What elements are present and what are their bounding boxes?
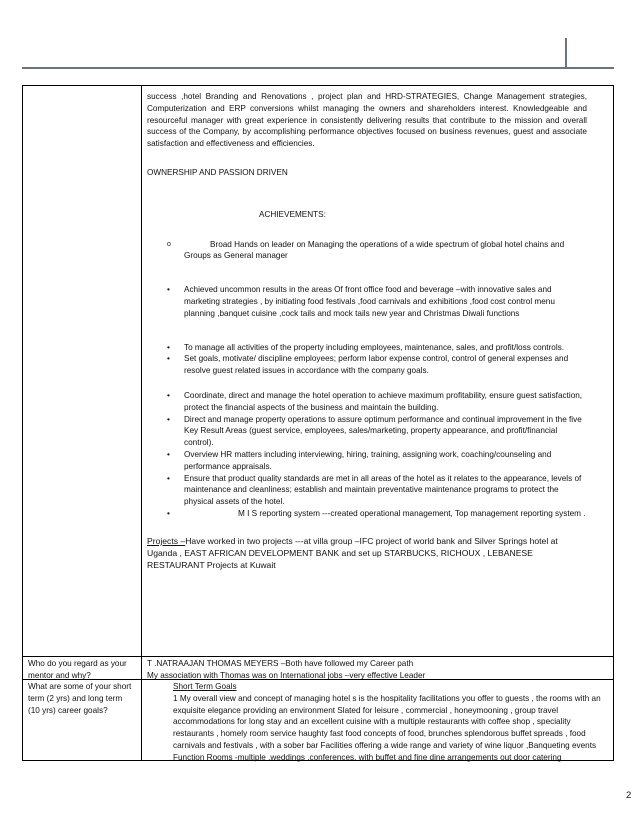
achievement-text: Achieved uncommon results in the areas Of front office food and beverage –with innovative sales and marketing strategies , by initiating food festivals ,food carnivals and exhibitions ,food cost control menu planning ,banquet cuisine ,cock tails and mock tails new year and Christmas Diwali functions: [184, 285, 555, 318]
list-item: [147, 508, 587, 520]
short-term-goals-title: Short Term Goals: [173, 682, 237, 691]
bullet-icon: •: [167, 449, 170, 459]
circle-bullet-icon: o: [167, 240, 171, 248]
bullet-icon: •: [167, 473, 170, 483]
list-item: [147, 353, 587, 377]
list-item: [147, 239, 587, 263]
list-item: [147, 284, 587, 319]
mentor-answer: [147, 658, 607, 682]
projects-label: Projects –: [147, 535, 186, 546]
row-divider-mentor: [23, 656, 613, 657]
projects-paragraph: [147, 535, 587, 572]
achievements-group-1: [147, 239, 587, 263]
achievement-text: Ensure that product quality standards are met in all areas of the hotel as it relates to the appearance, levels of maintenance and cleanliness; establish and maintain preventative maintenance programs to protect the physical assets of the hotel.: [184, 473, 582, 507]
achievement-text: of a wide spectrum of global hotel chains and Groups as General manager: [184, 239, 565, 261]
achievements-group-4: [147, 390, 587, 520]
achievement-text: Set goals, motivate/ discipline employees; perform labor expense control, control of general expenses and resolve guest related issues in accordance with the company goals.: [184, 354, 569, 376]
bullet-icon: •: [167, 342, 170, 352]
goals-question: What are some of your short term (2 yrs) and long term (10 yrs) career goals?: [28, 682, 132, 715]
mentor-answer-line-2: My association with Thomas was on International jobs –very effective Leader: [147, 670, 426, 680]
resume-table: [22, 85, 614, 761]
bullet-icon: •: [167, 390, 170, 400]
achievement-text: reporting system ---created operational management, Top management reporting system .: [259, 508, 586, 518]
achievement-text: Coordinate, direct and manage the hotel operation to achieve maximum profitability, ensure guest satisfaction, protect the financial aspects of the business and maintain the building.: [184, 390, 583, 412]
list-item: [147, 414, 587, 449]
header-rule: [22, 67, 614, 69]
column-divider: [141, 86, 142, 760]
achievements-group-2: [147, 284, 587, 319]
achievement-text: To manage all activities of the property including employees, maintenance, sales, and profit/loss controls.: [184, 342, 565, 352]
list-item: [147, 390, 587, 414]
list-item: [147, 342, 587, 354]
bullet-icon: •: [167, 414, 170, 424]
bullet-icon: •: [167, 354, 170, 364]
goals-answer: [147, 681, 607, 764]
bullet-icon: •: [167, 285, 170, 295]
projects-text: Have worked in two projects ---at villa group –IFC project of world bank and Silver Springs hotel at Uganda , EAST AFRICAN DEVELOPMENT BANK and set up STARBUCKS, RICHOUX , LEBANESE RESTAURANT Projects at Kuwait: [147, 535, 558, 571]
page-number: 2: [626, 790, 632, 801]
short-term-goals-text: 1 My overall view and concept of managing hotel s is the hospitality facilitations you offer to guests , the rooms with an exquisite elegance providing an environment Slated for leisure , commercial , honeymooning , group travel accommodations for long stay and an excellent cuisine with a multiple restaurants with coffee shop , speciality restaurants , homely room service haughty fast food concepts of food, brunches splendorous buffet spreads , food carnivals and festivals , with a sober bar Facilities offering a wide range and variety of wine liquor ,Banqueting events Function Rooms -multiple ,weddings ,conferences, with buffet and fine dine arrangements out door catering: [173, 693, 601, 762]
list-item: [147, 449, 587, 473]
achievement-lead: M I S: [238, 508, 258, 518]
main-section-cell: [147, 91, 587, 572]
intro-paragraph: success ,hotel Branding and Renovations , project plan and HRD-STRATEGIES, Change Management strategies, Computerization and ERP conversions whilst managing the owners and shareholders interest. Knowledgeable and resourceful manager with great experience in consistently delivering results that contribute to the mission and overall success of the Company, by accomplishing performance objectives focused on business revenues, guest and associate satisfaction and effectiveness and efficiencies.: [147, 92, 587, 149]
achievements-group-3: [147, 342, 587, 377]
mentor-answer-line-1: T .NATRAAJAN THOMAS MEYERS –Both have followed my Career path: [147, 659, 414, 668]
achievement-text: Overview HR matters including interviewing, hiring, training, assigning work, coaching/counseling and performance appraisals.: [184, 449, 552, 471]
mentor-question: Who do you regard as your mentor and why?: [28, 659, 127, 680]
ownership-heading: OWNERSHIP AND PASSION DRIVEN: [147, 167, 288, 177]
list-item: [147, 473, 587, 508]
achievements-heading: ACHIEVEMENTS:: [259, 209, 326, 219]
bullet-icon: •: [167, 508, 170, 518]
achievement-lead: Broad Hands on leader on Managing the operations: [210, 239, 398, 249]
header-vertical-rule: [565, 38, 567, 68]
achievement-text: Direct and manage property operations to assure optimum performance and continual improvement in the five Key Result Areas (guest service, employees, sales/marketing, property appearance, and profit/financial control).: [184, 414, 582, 448]
